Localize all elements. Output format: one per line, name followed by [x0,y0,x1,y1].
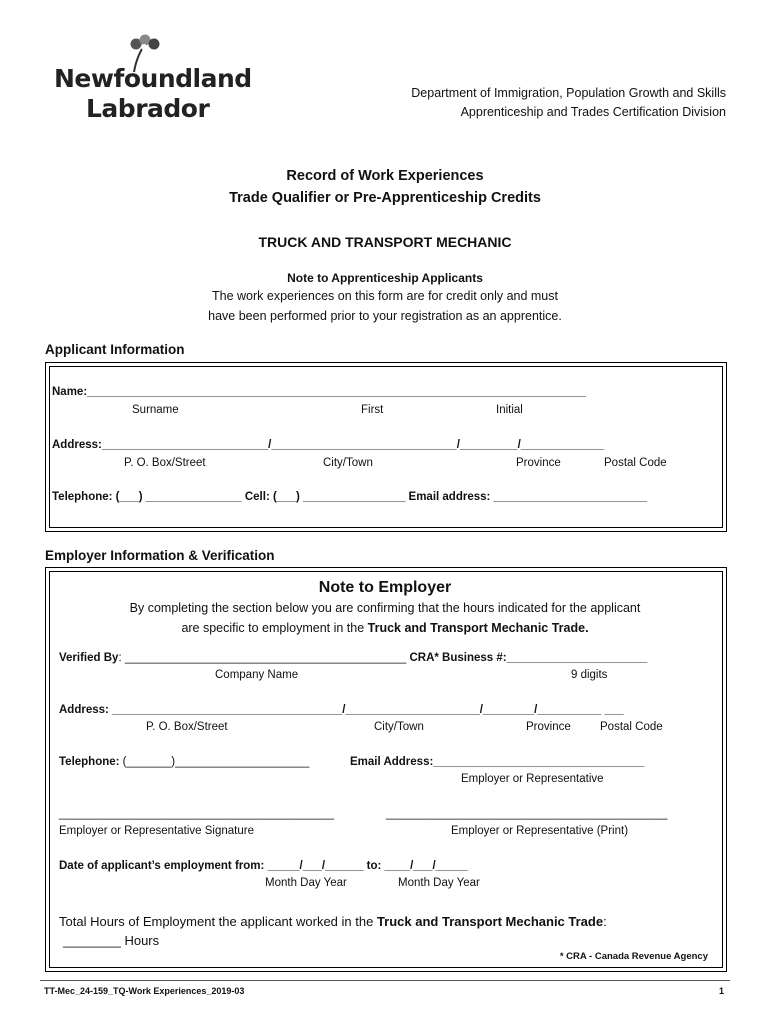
surname-label: Surname [132,404,179,416]
note-employer-heading: Note to Employer [318,579,452,596]
email-owner-label: Employer or Representative [461,773,604,785]
trade-title: TRUCK AND TRANSPORT MECHANIC [258,234,512,250]
signature-label: Employer or Representative Signature [59,825,254,837]
nine-digits-label: 9 digits [571,669,608,681]
employer-city-label: City/Town [374,721,424,733]
postal-code-label: Postal Code [604,457,667,469]
signature-line[interactable]: ___________________________________________ [59,808,335,820]
province-label: Province [516,457,561,469]
po-box-label: P. O. Box/Street [124,457,206,469]
cra-footnote: * CRA - Canada Revenue Agency [559,951,708,962]
employment-dates-field[interactable]: Date of applicant’s employment from: _____/___/______ to: ____/___/_____ [59,860,468,872]
initial-label: Initial [496,404,523,416]
logo [52,34,252,124]
print-name-label: Employer or Representative (Print) [451,825,629,837]
applicant-name-field[interactable]: Name:______________________________________________________________________________ [52,386,587,398]
form-subtitle: Trade Qualifier or Pre-Apprenticeship Credits [229,190,541,206]
employer-province-label: Province [526,721,571,733]
applicant-section-title: Applicant Information [45,342,185,357]
applicant-address-field[interactable]: Address:__________________________/_____________________________/_________/_____________ [52,439,604,451]
department-header [411,84,726,122]
note-employer-line-1: By completing the section below you are confirming that the hours indicated for the applicant [129,601,641,615]
note-applicants-line-2: have been performed prior to your registration as an apprentice. [208,309,562,323]
page-number: 1 [719,986,725,996]
footer-divider [40,980,730,981]
from-date-format-label: Month Day Year [265,877,347,889]
print-name-line[interactable]: ____________________________________________ [386,808,668,820]
employer-postal-label: Postal Code [600,721,663,733]
note-applicants-heading: Note to Apprenticeship Applicants [287,271,483,285]
total-hours-field[interactable]: ________ Hours [63,933,160,948]
form-code: TT-Mec_24-159_TQ-Work Experiences_2019-03 [44,986,245,996]
first-label: First [361,404,384,416]
form-title: Record of Work Experiences [286,168,484,184]
company-name-label: Company Name [215,669,299,681]
logo-line-1: Newfoundland [54,64,252,93]
note-applicants-line-1: The work experiences on this form are for credit only and must [212,289,558,303]
city-label: City/Town [323,457,373,469]
total-hours-statement: Total Hours of Employment the applicant worked in the Truck and Transport Mechanic Trade: [59,914,607,929]
employer-po-box-label: P. O. Box/Street [146,721,228,733]
employer-email-field[interactable]: Email Address:_________________________________ [350,756,645,768]
employer-telephone-field[interactable]: Telephone: (_______)_____________________ [59,756,310,768]
to-date-format-label: Month Day Year [398,877,480,889]
department-name: Department of Immigration, Population Growth and Skills [411,86,726,100]
employer-address-field[interactable]: Address: ____________________________________/_____________________/________/__________ ___ [59,704,624,716]
applicant-phone-field[interactable]: Telephone: (___) _______________ Cell: (___) ________________ Email address: ________________________ [52,491,648,503]
verified-by-field[interactable]: Verified By: ____________________________________________ CRA* Business #:______________________ [59,652,648,664]
division-name: Apprenticeship and Trades Certification Division [460,105,726,119]
logo-line-2: Labrador [86,94,210,123]
employer-section-title: Employer Information & Verification [45,548,275,563]
note-employer-line-2: are specific to employment in the Truck and Transport Mechanic Trade. [181,621,589,635]
